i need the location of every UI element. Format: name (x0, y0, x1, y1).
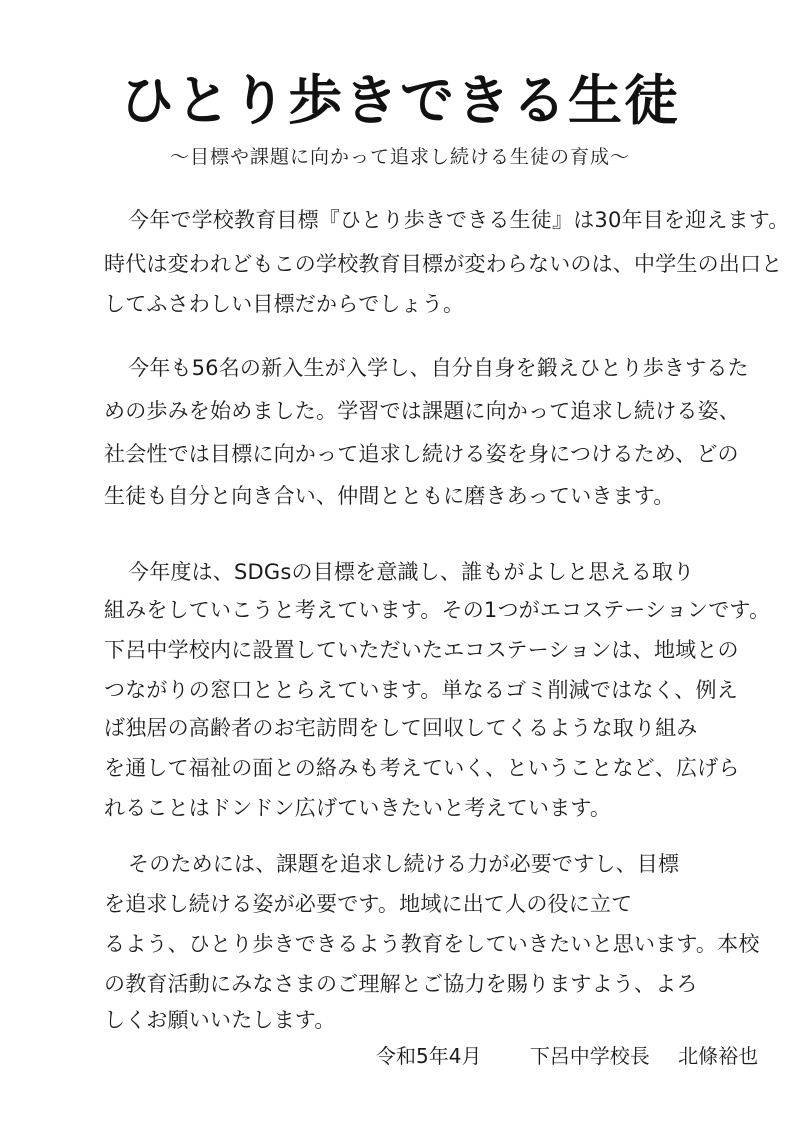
body-line: めの歩みを始めました。学習では課題に向かって追求し続ける姿、 (104, 399, 740, 423)
signature-school: 下呂中学校長 (529, 1044, 650, 1068)
body-line: 今年度は、SDGsの目標を意識し、誰もがよしと思える取り (128, 560, 695, 584)
body-line: 今年で学校教育目標『ひとり歩きできる生徒』は30年目を迎えます。 (128, 208, 790, 232)
body-line: を追求し続ける姿が必要です。地域に出て人の役に立て (104, 892, 633, 916)
body-line: るよう、ひとり歩きできるよう教育をしていきたいと思います。本校 (104, 932, 760, 956)
body-line: ば独居の高齢者のお宅訪問をして回収してくるような取り組み (104, 716, 698, 740)
body-line: 組みをしていこうと考えています。その1つがエコステーションです。 (104, 598, 771, 622)
page-subtitle: 〜目標や課題に向かって追求し続ける生徒の育成〜 (169, 146, 630, 168)
body-line: 時代は変われどもこの学校教育目標が変わらないのは、中学生の出口と (104, 252, 783, 276)
body-line: しくお願いいたします。 (104, 1008, 336, 1032)
body-line: 社会性では目標に向かって追求し続ける姿を身につけるため、どの (104, 442, 739, 466)
body-line: そのためには、課題を追求し続ける力が必要ですし、目標 (128, 852, 680, 876)
body-line: れることはドンドン広げていきたいと考えています。 (104, 796, 612, 820)
signature-name: 北條裕也 (678, 1044, 759, 1068)
signature-date: 令和5年4月 (376, 1044, 482, 1068)
body-line: してふさわしい目標だからでしょう。 (104, 292, 465, 316)
body-line: 今年も56名の新入生が入学し、自分自身を鍛えひとり歩きするた (128, 356, 749, 380)
body-line: 生徒も自分と向き合い、仲間とともに磨きあっていきます。 (104, 484, 675, 508)
body-line: の教育活動にみなさまのご理解とご協力を賜りますよう、よろ (104, 972, 698, 996)
body-line: 下呂中学校内に設置していただいたエコステーションは、地域との (104, 638, 739, 662)
body-line: を通して福祉の面との絡みも考えていく、ということなど、広げら (104, 756, 740, 780)
body-line: つながりの窓口ととらえています。単なるゴミ削減ではなく、例え (104, 678, 738, 702)
page-title: ひとり歩きできる生徒 (120, 69, 680, 132)
signature-block (376, 1040, 758, 1069)
